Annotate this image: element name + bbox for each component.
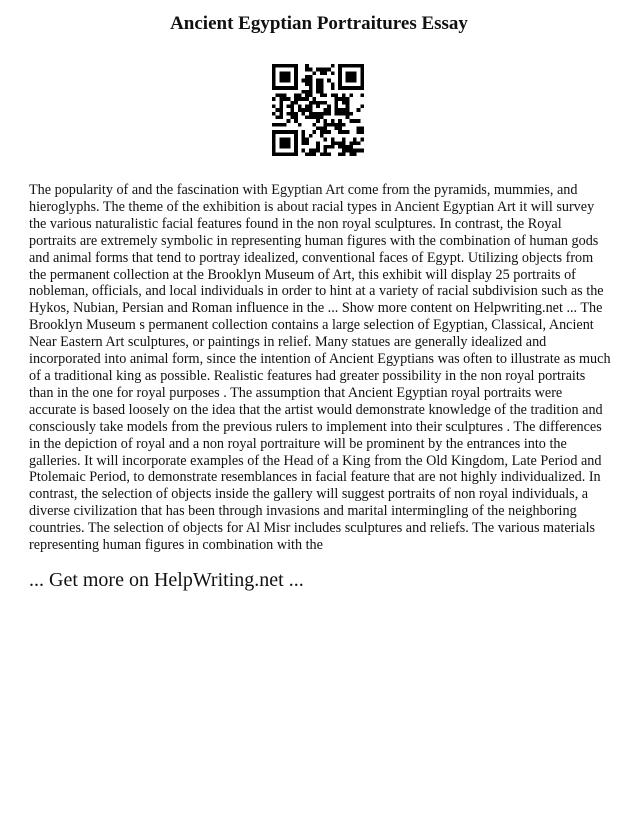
get-more-link[interactable]: ... Get more on HelpWriting.net ... <box>29 569 304 591</box>
qr-code-icon <box>272 64 364 156</box>
essay-body: The popularity of and the fascination with Egyptian Art come from the pyramids, mummies, and hieroglyphs. The theme of the exhibition is about racial types in Ancient Egyptian Art it will survey the various naturalistic facial features found in the non royal sculptures. In contrast, the Royal portraits are extremely symbolic in representing human figures with the combination of human gods and animal forms that tend to portray idealized, conventional faces of Egypt. Utilizing objects from the permanent collection at the Brooklyn Museum of Art, this exhibit will display 25 portraits of nobleman, officials, and local individuals in order to hint at a variety of racial subdivision such as the Hykos, Nubian, Persian and Roman influence in the ... Show more content on Helpwriting.net ... The Brooklyn Museum s permanent collection contains a large selection of Egyptian, Classical, Ancient Near Eastern Art sculptures, or paintings in relief. Many statues are generally idealized and incorporated into animal form, since the intention of Ancient Egyptians was often to illustrate as much of a traditional king as possible. Realistic features had greater possibility in the non royal portraits than in the one for royal purposes . The assumption that Ancient Egyptian royal portraits were accurate is based loosely on the idea that the artist would demonstrate knowledge of the tradition and consciously take models from the previous rulers to implement into their sculptures . The differences in the depiction of royal and a non royal portraiture will be prominent by the entrances into the galleries. It will incorporate examples of the Head of a King from the Old Kingdom, Late Period and Ptolemaic Period, to demonstrate resemblances in facial feature that are not highly individualized. In contrast, the selection of objects inside the gallery will suggest portraits of non royal individuals, a diverse civilization that has been through invasions and marital intermingling of the neighboring countries. The selection of objects for Al Misr includes sculptures and reliefs. The various materials representing human figures in combination with the <box>29 182 611 554</box>
page-title: Ancient Egyptian Portraitures Essay <box>170 13 468 34</box>
